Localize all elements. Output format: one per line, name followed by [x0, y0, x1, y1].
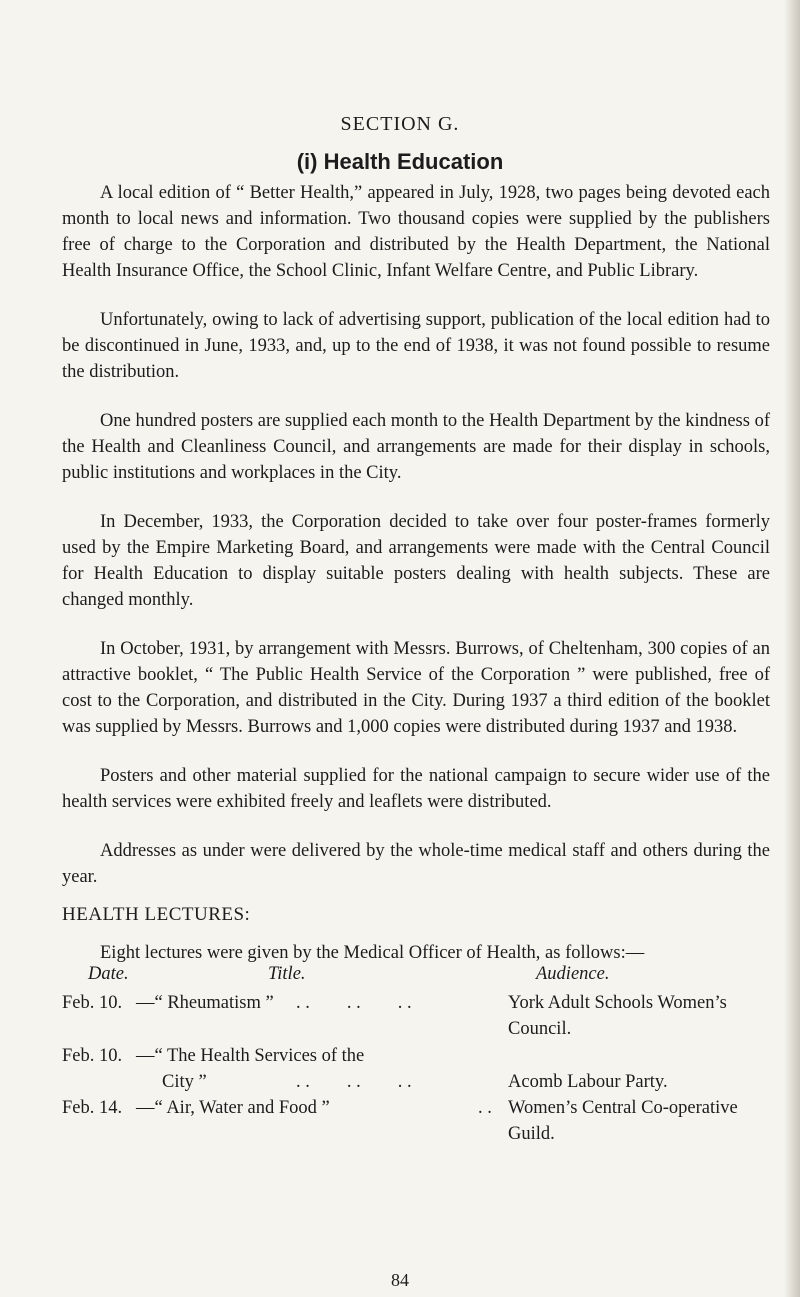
lecture-date: Feb. 10. — [62, 1046, 123, 1066]
paragraph: A local edition of “ Better Health,” appeared in July, 1928, two pages being devoted each month to local news and information. Two thousand copies were supplied by the publishers free of charge to the Corporation and distributed by the Health Department, the National Health Insurance Office, the School Clinic, Infant Welfare Centre, and Public Library. — [62, 183, 770, 281]
leader-dots: . . . . . . — [296, 1072, 412, 1092]
paragraph: In December, 1933, the Corporation decided to take over four poster-frames formerly used by the Empire Marketing Board, and arrangements were made with the Central Council for Health Education to display suitable posters dealing with health subjects. These are changed monthly. — [62, 512, 770, 610]
paragraph: Posters and other material supplied for the national campaign to secure wider use of the health services were exhibited freely and leaflets were distributed. — [62, 766, 770, 812]
leader-dots: . . . . . . — [296, 993, 412, 1013]
leader-dots: . . — [478, 1098, 492, 1118]
lecture-title: —“ The Health Services of the — [136, 1046, 365, 1066]
paragraph: Addresses as under were delivered by the whole-time medical staff and others during the year. — [62, 841, 770, 887]
lecture-title-continued: City ” — [162, 1072, 207, 1092]
body-text — [62, 180, 770, 913]
paragraph: Unfortunately, owing to lack of advertising support, publication of the local edition had to be discontinued in June, 1933, and, up to the end of 1938, it was not found possible to resume the distribution. — [62, 310, 770, 382]
audience-text: Acomb Labour Party. — [508, 1072, 668, 1092]
audience-text: Women’s Central Co-operative Guild. — [508, 1098, 738, 1144]
lectures-intro: Eight lectures were given by the Medical Officer of Health, as follows:— — [100, 943, 645, 963]
lecture-date: Feb. 10. — [62, 993, 123, 1013]
column-header-audience: Audience. — [536, 964, 610, 984]
section-title: SECTION G. — [340, 113, 460, 135]
paragraph: In October, 1931, by arrangement with Messrs. Burrows, of Cheltenham, 300 copies of an attractive booklet, “ The Public Health Service of the Corporation ” were published, free of cost to the Corporation, and distributed in the City. During 1937 a third edition of the booklet was supplied by Messrs. Burrows and 1,000 copies were distributed during 1937 and 1938. — [62, 639, 770, 737]
column-header-date: Date. — [88, 964, 129, 984]
lecture-title: —“ Rheumatism ” — [136, 993, 274, 1013]
column-header-title: Title. — [268, 964, 306, 984]
lecture-date: Feb. 14. — [62, 1098, 123, 1118]
page-heading: (i) Health Education — [296, 149, 504, 174]
lecture-audience — [498, 1069, 778, 1095]
lectures-title: HEALTH LECTURES: — [62, 904, 251, 925]
paragraph: One hundred posters are supplied each month to the Health Department by the kindness of the Health and Cleanliness Council, and arrangements are made for their display in schools, public institutions and workplaces in the City. — [62, 411, 770, 483]
page-edge-shadow — [784, 0, 800, 1297]
lecture-audience — [498, 1095, 778, 1147]
page-number: 84 — [391, 1270, 409, 1290]
audience-text: York Adult Schools Women’s Council. — [508, 993, 727, 1039]
lecture-title: —“ Air, Water and Food ” — [136, 1098, 330, 1118]
lecture-audience — [498, 990, 778, 1042]
